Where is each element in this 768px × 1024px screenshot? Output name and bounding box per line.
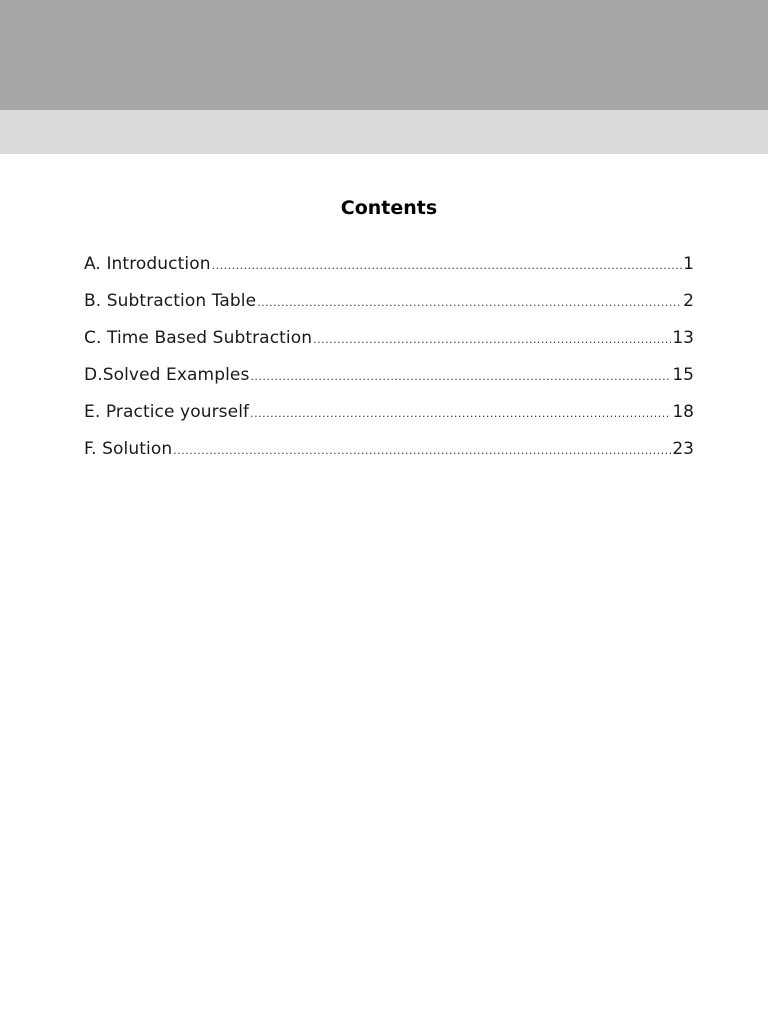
toc-entry-label: E. Practice yourself <box>84 402 250 422</box>
toc-entry-solution[interactable] <box>84 438 694 475</box>
toc-entry-page: 1 <box>683 254 694 274</box>
toc-entry-subtraction-table[interactable] <box>84 290 694 327</box>
toc-entry-page: 15 <box>672 365 694 385</box>
toc-entry-practice-yourself[interactable] <box>84 401 694 438</box>
contents-heading: Contents <box>340 197 438 219</box>
header-band-dark <box>0 0 768 110</box>
dot-leader <box>250 403 671 425</box>
toc-entry-page: 13 <box>672 328 694 348</box>
toc-entry-label: B. Subtraction Table <box>84 291 257 311</box>
toc-entry-label: A. Introduction <box>84 254 211 274</box>
toc-entry-page: 18 <box>672 402 694 422</box>
dot-leader <box>212 255 683 277</box>
dot-leader <box>313 329 671 351</box>
toc-entry-page: 2 <box>683 291 694 311</box>
toc-entry-label: F. Solution <box>84 439 173 459</box>
dot-leader <box>257 292 682 314</box>
header-band-light <box>0 110 768 154</box>
toc-entry-solved-examples[interactable] <box>84 364 694 401</box>
dot-leader <box>173 440 671 462</box>
toc-entry-time-based-subtraction[interactable] <box>84 327 694 364</box>
toc-entry-page: 23 <box>672 439 694 459</box>
table-of-contents <box>84 253 694 475</box>
toc-entry-label: D.Solved Examples <box>84 365 250 385</box>
dot-leader <box>250 366 671 388</box>
toc-entry-introduction[interactable] <box>84 253 694 290</box>
toc-entry-label: C. Time Based Subtraction <box>84 328 313 348</box>
